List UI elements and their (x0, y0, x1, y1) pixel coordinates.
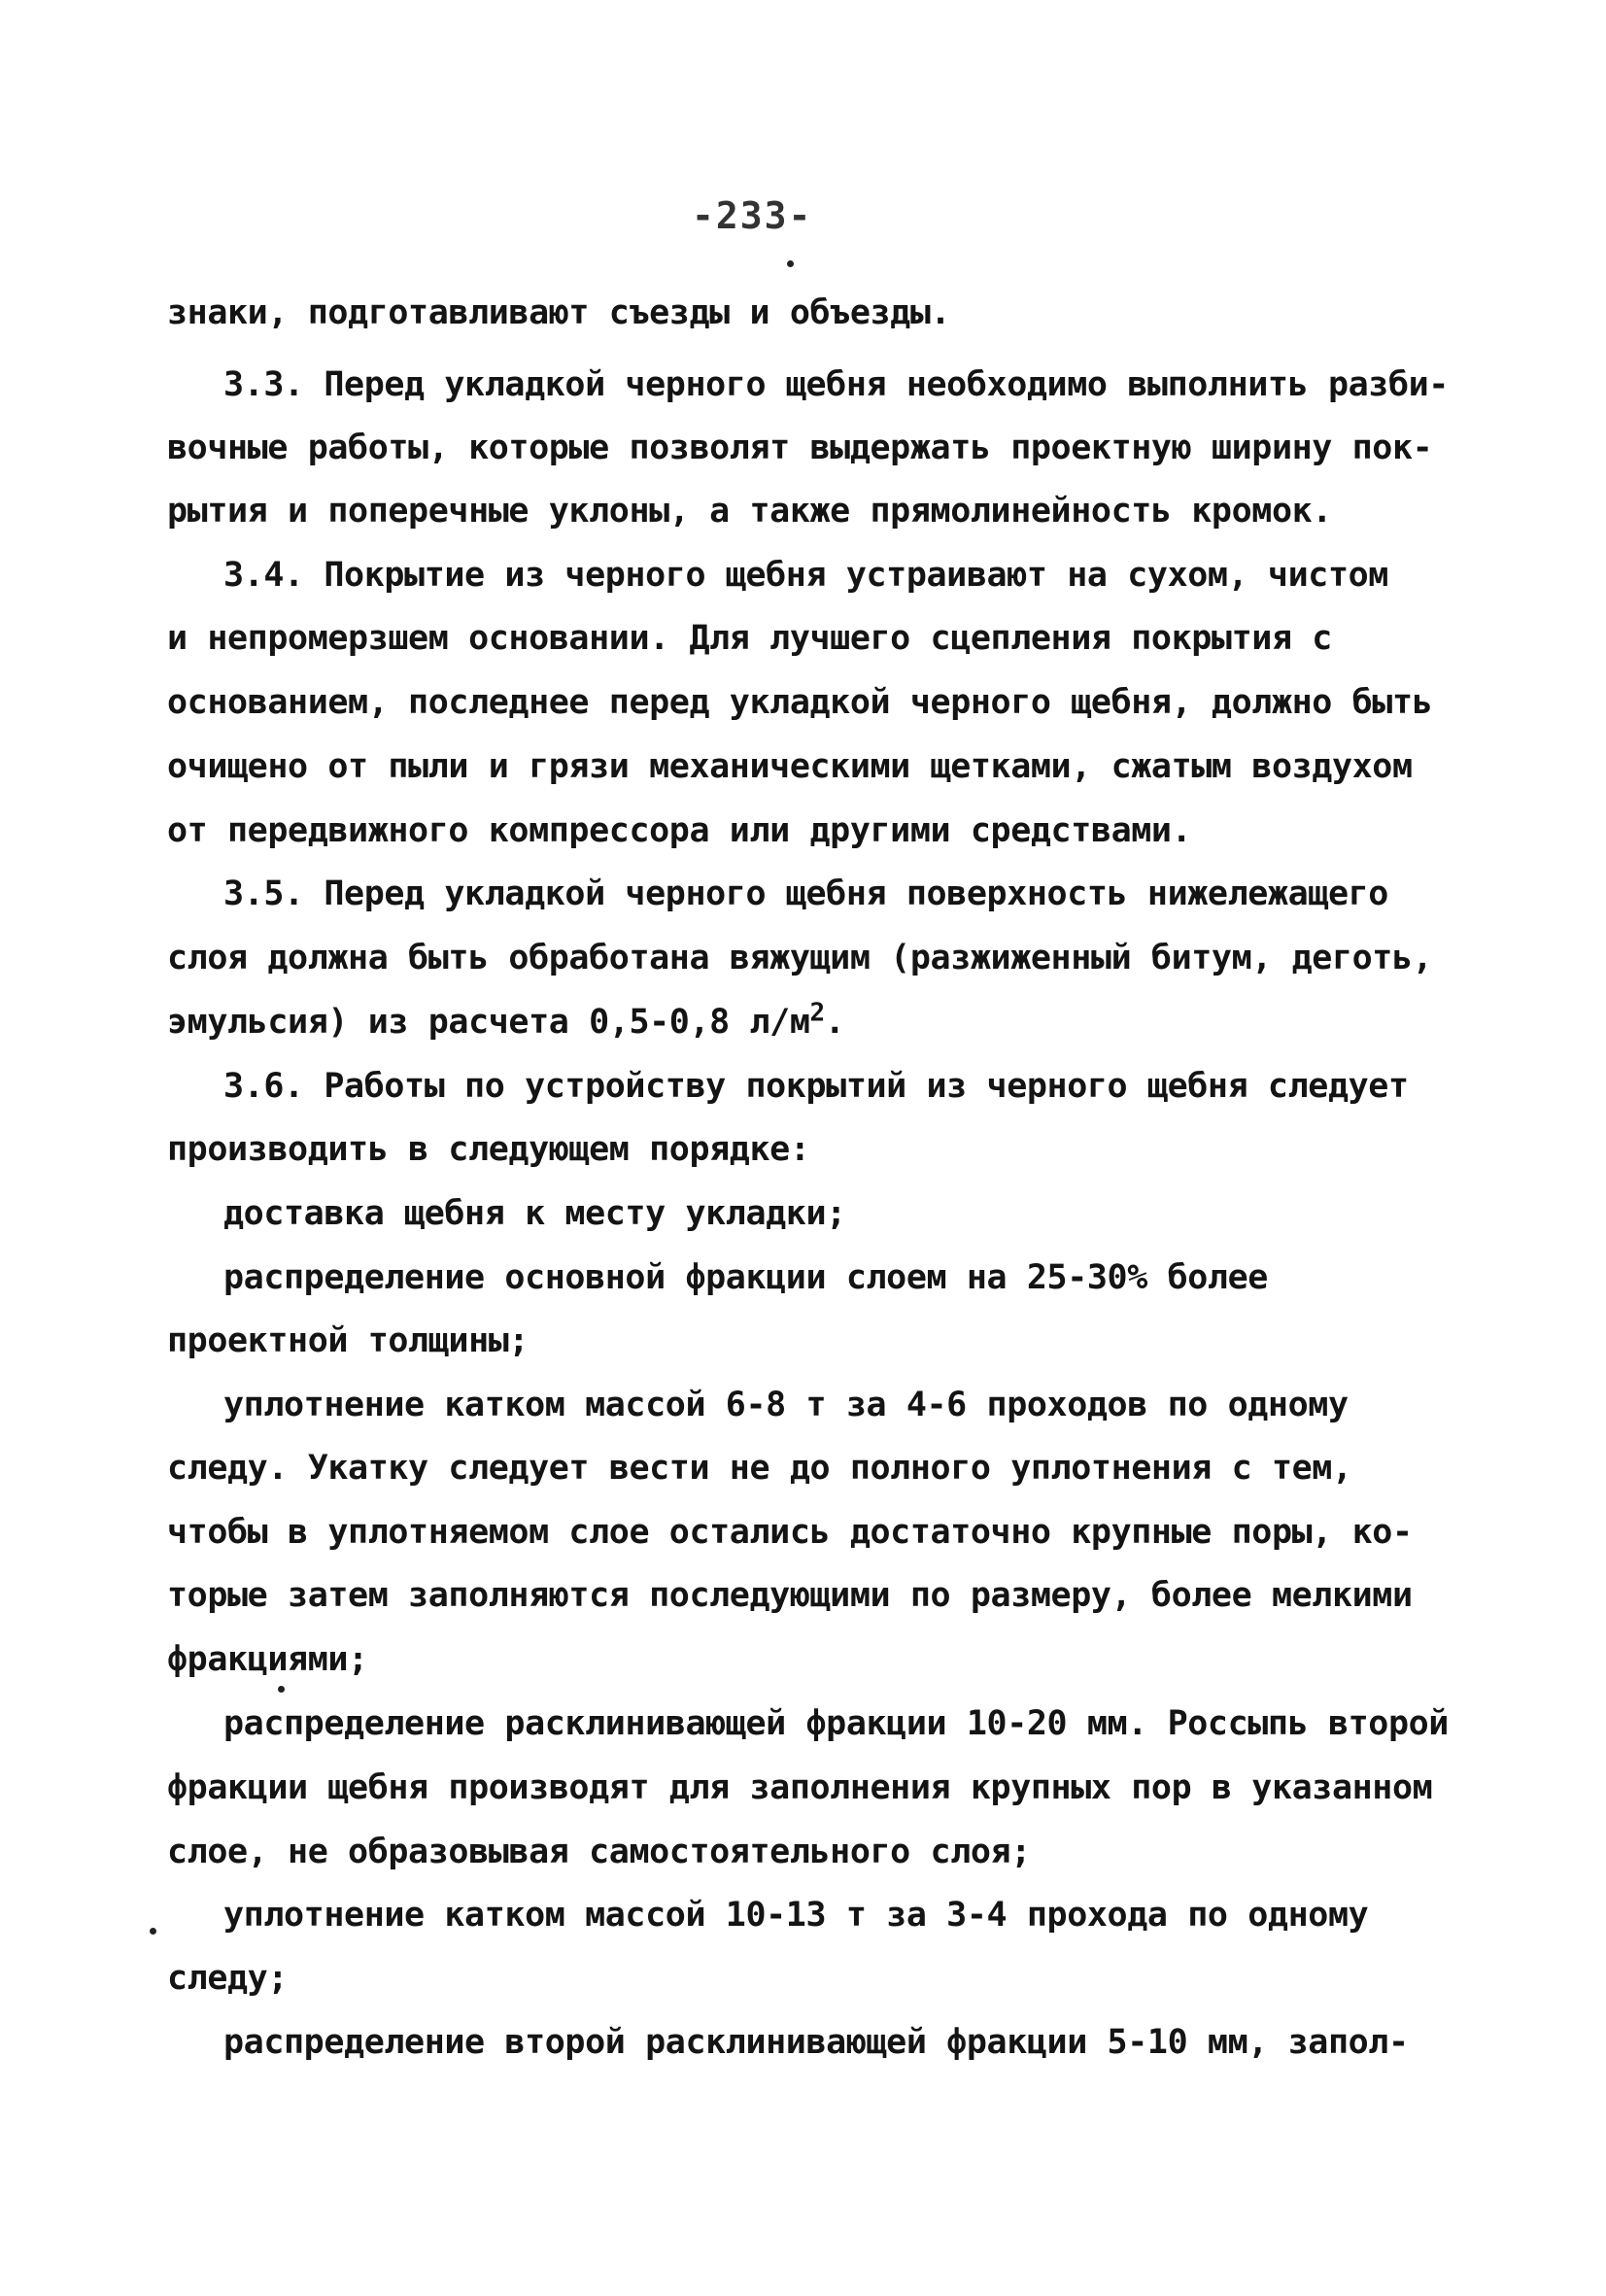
text-line-content: чтобы в уплотняемом слое остались достаточно крупные поры, ко- (167, 1513, 1413, 1552)
text-line (167, 428, 1432, 467)
text-line-content: фракциями; (167, 1640, 368, 1679)
text-line-content: распределение расклинивающей фракции 10-20 мм. Россыпь второй (223, 1704, 1449, 1743)
text-line-content: распределение основной фракции слоем на 25-30% более (223, 1258, 1268, 1297)
text-line-content: рытия и поперечные уклоны, а также прямолинейность кромок. (167, 492, 1332, 531)
text-line (167, 293, 950, 332)
text-line-content: уплотнение катком массой 6-8 т за 4-6 проходов по одному (223, 1386, 1349, 1424)
text-line (223, 1067, 1409, 1106)
text-line-content: 3.4. Покрытие из черного щебня устраивают на сухом, чистом (223, 556, 1388, 595)
text-line-tail: . (824, 1003, 845, 1042)
text-line-content: эмульсия) из расчета 0,5-0,8 л/м (167, 1003, 810, 1042)
text-line-content: и непромерзшем основании. Для лучшего сцепления покрытия с (167, 619, 1332, 658)
text-line (223, 556, 1388, 595)
text-line-content: следу. Укатку следует вести не до полного уплотнения с тем, (167, 1449, 1352, 1488)
text-line (223, 874, 1388, 913)
text-line (167, 747, 1413, 786)
text-line (223, 1704, 1449, 1743)
text-line-content: доставка щебня к месту укладки; (223, 1194, 846, 1233)
speck (150, 1928, 156, 1935)
text-line-content: уплотнение катком массой 10-13 т за 3-4 прохода по одному (223, 1896, 1369, 1935)
text-line (167, 1768, 1432, 1807)
text-line (167, 1130, 810, 1169)
text-line (167, 492, 1332, 531)
superscript: 2 (809, 998, 825, 1028)
text-line (167, 619, 1332, 658)
text-line (167, 1513, 1413, 1552)
text-line (223, 2023, 1409, 2062)
text-line-content: торые затем заполняются последующими по размеру, более мелкими (167, 1576, 1413, 1615)
text-line-content: распределение второй расклинивающей фракции 5-10 мм, запол- (223, 2023, 1409, 2062)
text-line (223, 365, 1449, 404)
text-line (167, 1640, 368, 1679)
text-line (167, 1449, 1352, 1488)
text-line-content: слое, не образовывая самостоятельного слоя; (167, 1833, 1031, 1871)
text-line-content: проектной толщины; (167, 1321, 530, 1360)
text-line (167, 1321, 529, 1360)
text-line (167, 1833, 1031, 1871)
speck (787, 260, 794, 267)
text-line-content: 3.6. Работы по устройству покрытий из черного щебня следует (223, 1067, 1409, 1106)
text-line-content: слоя должна быть обработана вяжущим (разжиженный битум, деготь, (167, 939, 1433, 977)
text-line (167, 998, 845, 1042)
text-line-content: 3.3. Перед укладкой черного щебня необходимо выполнить разби- (223, 365, 1449, 404)
text-line-content: очищено от пыли и грязи механическими щетками, сжатым воздухом (167, 747, 1413, 786)
text-line-content: знаки, подготавливают съезды и объезды. (167, 293, 951, 332)
text-line (167, 939, 1432, 977)
text-line-content: фракции щебня производят для заполнения крупных пор в указанном (167, 1768, 1433, 1807)
text-line-content: вочные работы, которые позволят выдержать проектную ширину пок- (167, 428, 1433, 467)
speck (278, 1686, 285, 1693)
text-line-content: 3.5. Перед укладкой черного щебня поверхность нижележащего (223, 874, 1388, 913)
text-line (223, 1194, 846, 1233)
text-line (223, 1258, 1268, 1297)
text-line (223, 1896, 1368, 1935)
text-line (167, 1959, 288, 1998)
text-line-content: следу; (167, 1959, 289, 1998)
text-line-content: от передвижного компрессора или другими средствами. (167, 811, 1192, 850)
text-line-content: основанием, последнее перед укладкой черного щебня, должно быть (167, 683, 1433, 722)
text-line (167, 1576, 1413, 1615)
text-line (167, 683, 1432, 722)
text-line-content: производить в следующем порядке: (167, 1130, 810, 1169)
text-line (223, 1386, 1349, 1424)
text-line (167, 811, 1191, 850)
page-number: -233- (692, 194, 813, 237)
